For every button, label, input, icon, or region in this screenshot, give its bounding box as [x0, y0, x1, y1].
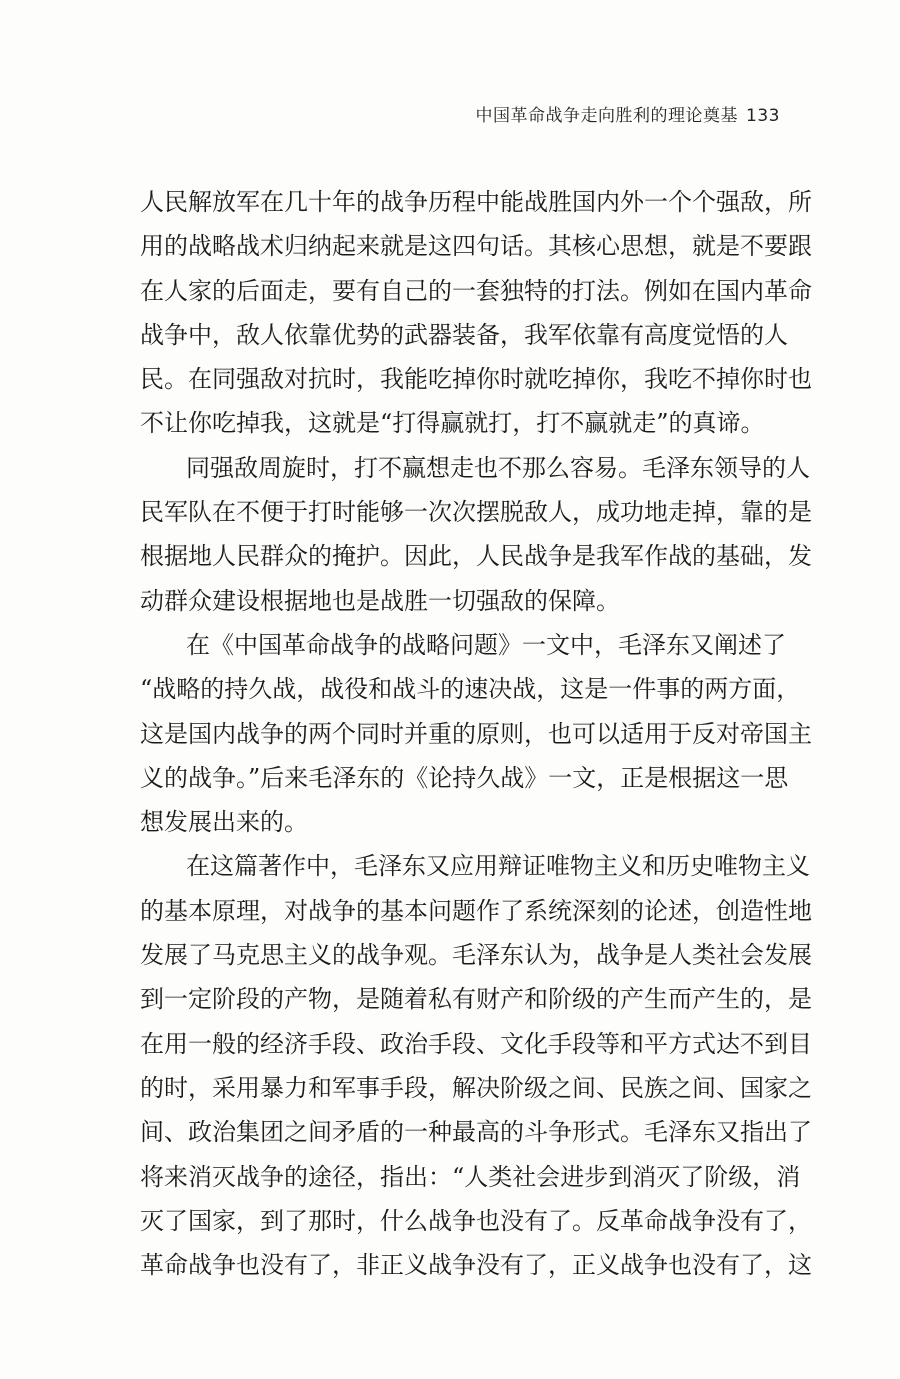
text-line: 同强敌周旋时，打不赢想走也不那么容易。毛泽东领导的人	[186, 453, 810, 482]
body-text	[140, 180, 812, 1287]
text-line: 将来消灭战争的途径，指出：“人类社会进步到消灭了阶级，消	[140, 1162, 801, 1191]
text-line: 发展了马克思主义的战争观。毛泽东认为，战争是人类社会发展	[140, 941, 812, 970]
text-line: 不让你吃掉我，这就是“打得赢就打，打不赢就走”的真谛。	[140, 409, 765, 438]
text-line: 战争中，敌人依靠优势的武器装备，我军依靠有高度觉悟的人	[140, 320, 788, 349]
text-line: “战略的持久战，战役和战斗的速决战，这是一件事的两方面，	[140, 675, 801, 704]
text-line: 的时，采用暴力和军事手段，解决阶级之间、民族之间、国家之	[140, 1073, 812, 1102]
text-line: 动群众建设根据地也是战胜一切强敌的保障。	[140, 586, 620, 615]
text-line: 用的战略战术归纳起来就是这四句话。其核心思想，就是不要跟	[140, 232, 812, 261]
text-line: 到一定阶段的产物，是随着私有财产和阶级的产生而产生的，是	[140, 985, 812, 1014]
text-line: 的基本原理，对战争的基本问题作了系统深刻的论述，创造性地	[140, 896, 812, 925]
page-number: 133	[746, 106, 780, 126]
text-line: 在《中国革命战争的战略问题》一文中，毛泽东又阐述了	[186, 630, 786, 659]
text-line: 民。在同强敌对抗时，我能吃掉你时就吃掉你，我吃不掉你时也	[140, 365, 812, 394]
text-line: 灭了国家，到了那时，什么战争也没有了。反革命战争没有了，	[140, 1206, 812, 1235]
text-line: 间、政治集团之间矛盾的一种最高的斗争形式。毛泽东又指出了	[140, 1118, 812, 1147]
running-header	[476, 101, 780, 126]
text-line: 在用一般的经济手段、政治手段、文化手段等和平方式达不到目	[140, 1029, 812, 1058]
text-line: 革命战争也没有了，非正义战争没有了，正义战争也没有了，这	[140, 1251, 812, 1280]
text-line: 想发展出来的。	[140, 808, 308, 837]
text-line: 义的战争。”后来毛泽东的《论持久战》一文，正是根据这一思	[140, 763, 789, 792]
text-line: 民军队在不便于打时能够一次次摆脱敌人，成功地走掉，靠的是	[140, 498, 812, 527]
text-line: 人民解放军在几十年的战争历程中能战胜国内外一个个强敌，所	[140, 188, 812, 216]
text-line: 在这篇著作中，毛泽东又应用辩证唯物主义和历史唯物主义	[186, 852, 810, 881]
text-line: 在人家的后面走，要有自己的一套独特的打法。例如在国内革命	[140, 276, 812, 305]
text-line: 这是国内战争的两个同时并重的原则，也可以适用于反对帝国主	[140, 719, 812, 748]
running-title: 中国革命战争走向胜利的理论奠基	[475, 106, 739, 126]
text-line: 根据地人民群众的掩护。因此，人民战争是我军作战的基础，发	[140, 542, 812, 571]
